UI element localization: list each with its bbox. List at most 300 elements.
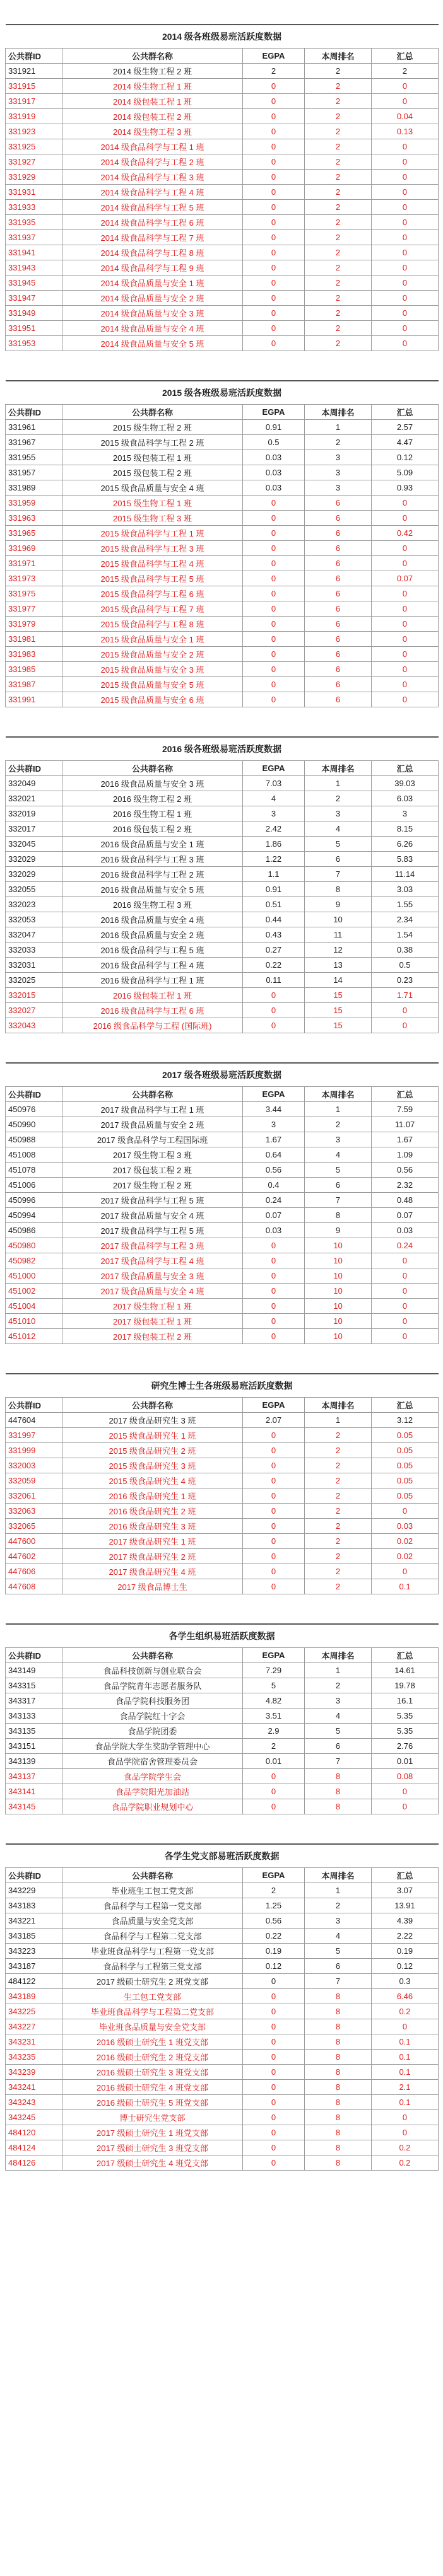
weekly-rank-cell: 2 <box>305 306 372 321</box>
group-id-cell: 331973 <box>6 571 62 586</box>
total-value-cell: 2.22 <box>372 1929 439 1944</box>
total-value-cell: 0 <box>372 632 439 647</box>
weekly-rank-cell: 4 <box>305 1929 372 1944</box>
group-id-cell: 331925 <box>6 139 62 154</box>
egpa-value-cell: 0 <box>243 154 305 170</box>
egpa-value-cell: 4 <box>243 791 305 806</box>
weekly-rank-cell: 2 <box>305 200 372 215</box>
group-id-cell: 343231 <box>6 2034 62 2050</box>
section-gap <box>0 1814 443 1843</box>
column-header-egpa: EGPA <box>243 405 305 420</box>
total-value-cell: 0 <box>372 291 439 306</box>
group-name-cell: 毕业班生工包工党支部 <box>62 1883 243 1898</box>
egpa-value-cell: 0 <box>243 276 305 291</box>
weekly-rank-cell: 11 <box>305 927 372 943</box>
total-value-cell: 0 <box>372 692 439 707</box>
table-row <box>6 1102 439 1117</box>
section-gap <box>0 1594 443 1623</box>
table-row <box>6 601 439 617</box>
column-header-total: 汇总 <box>372 1648 439 1663</box>
total-value-cell: 0.05 <box>372 1443 439 1458</box>
total-value-cell: 5.35 <box>372 1724 439 1739</box>
group-name-cell: 2016 级食品科学与工程 (国际班) <box>62 1018 243 1033</box>
table-row <box>6 571 439 586</box>
group-name-cell: 2017 级生物工程 3 班 <box>62 1147 243 1163</box>
group-name-cell: 2014 级包装工程 2 班 <box>62 109 243 124</box>
table-row <box>6 291 439 306</box>
group-name-cell: 2015 级食品科学与工程 3 班 <box>62 541 243 556</box>
weekly-rank-cell: 8 <box>305 2034 372 2050</box>
egpa-value-cell: 0 <box>243 306 305 321</box>
table-row <box>6 1284 439 1299</box>
total-value-cell: 0 <box>372 1799 439 1814</box>
group-id-cell: 332033 <box>6 943 62 958</box>
group-name-cell: 2017 级食品科学与工程 1 班 <box>62 1102 243 1117</box>
egpa-value-cell: 0 <box>243 215 305 230</box>
total-value-cell: 0.1 <box>372 2065 439 2080</box>
group-id-cell: 450982 <box>6 1253 62 1268</box>
group-name-cell: 2014 级食品质量与安全 1 班 <box>62 276 243 291</box>
table-row <box>6 1579 439 1594</box>
table-row <box>6 882 439 897</box>
weekly-rank-cell: 6 <box>305 571 372 586</box>
group-name-cell: 食品质量与安全党支部 <box>62 1913 243 1929</box>
egpa-value-cell: 3 <box>243 1117 305 1132</box>
group-id-cell: 331979 <box>6 617 62 632</box>
group-id-cell: 343187 <box>6 1959 62 1974</box>
group-name-cell: 2016 级硕士研究生 2 班党支部 <box>62 2050 243 2065</box>
table-row <box>6 79 439 94</box>
group-id-cell: 331991 <box>6 692 62 707</box>
total-value-cell: 0.13 <box>372 124 439 139</box>
activity-table <box>5 736 439 1033</box>
table-title: 2017 级各班级易班活跃度数据 <box>6 1063 439 1087</box>
egpa-value-cell: 0.24 <box>243 1193 305 1208</box>
group-name-cell: 2017 级食品科学与工程 5 班 <box>62 1223 243 1238</box>
total-value-cell: 0 <box>372 185 439 200</box>
egpa-value-cell: 2 <box>243 1883 305 1898</box>
total-value-cell: 0 <box>372 2019 439 2034</box>
group-name-cell: 2016 级硕士研究生 3 班党支部 <box>62 2065 243 2080</box>
egpa-value-cell: 0 <box>243 1473 305 1488</box>
total-value-cell: 3.12 <box>372 1413 439 1428</box>
group-name-cell: 2016 级食品科学与工程 3 班 <box>62 852 243 867</box>
weekly-rank-cell: 8 <box>305 2110 372 2125</box>
weekly-rank-cell: 2 <box>305 321 372 336</box>
weekly-rank-cell: 10 <box>305 1329 372 1344</box>
group-name-cell: 生工包工党支部 <box>62 1989 243 2004</box>
table-title: 2014 级各班级易班活跃度数据 <box>6 25 439 49</box>
egpa-value-cell: 0 <box>243 632 305 647</box>
total-value-cell: 0.08 <box>372 1769 439 1784</box>
group-name-cell: 2017 级硕士研究生 4 班党支部 <box>62 2155 243 2171</box>
group-name-cell: 2014 级食品质量与安全 5 班 <box>62 336 243 351</box>
weekly-rank-cell: 8 <box>305 2095 372 2110</box>
group-id-cell: 484126 <box>6 2155 62 2171</box>
group-name-cell: 2016 级食品质量与安全 2 班 <box>62 927 243 943</box>
table-row <box>6 124 439 139</box>
weekly-rank-cell: 5 <box>305 1944 372 1959</box>
total-value-cell: 0.1 <box>372 1579 439 1594</box>
table-row <box>6 791 439 806</box>
header-row <box>6 1087 439 1102</box>
egpa-value-cell: 0 <box>243 496 305 511</box>
table-row <box>6 2004 439 2019</box>
total-value-cell: 0 <box>372 1268 439 1284</box>
group-id-cell: 447604 <box>6 1413 62 1428</box>
egpa-value-cell: 0 <box>243 1268 305 1284</box>
group-name-cell: 2017 级包装工程 1 班 <box>62 1314 243 1329</box>
total-value-cell: 0 <box>372 496 439 511</box>
egpa-value-cell: 0.91 <box>243 420 305 435</box>
group-name-cell: 食品学院职业规划中心 <box>62 1799 243 1814</box>
weekly-rank-cell: 2 <box>305 1898 372 1913</box>
group-id-cell: 343241 <box>6 2080 62 2095</box>
group-name-cell: 2017 级包装工程 2 班 <box>62 1163 243 1178</box>
weekly-rank-cell: 8 <box>305 2065 372 2080</box>
total-value-cell: 2.57 <box>372 420 439 435</box>
egpa-value-cell: 0.43 <box>243 927 305 943</box>
table-row <box>6 2140 439 2155</box>
section-gap <box>0 351 443 380</box>
column-header-name: 公共群名称 <box>62 1398 243 1413</box>
group-id-cell: 451006 <box>6 1178 62 1193</box>
total-value-cell: 0 <box>372 1564 439 1579</box>
group-name-cell: 食品科学与工程第一党支部 <box>62 1898 243 1913</box>
table-row <box>6 2095 439 2110</box>
egpa-value-cell: 0 <box>243 556 305 571</box>
group-id-cell: 447602 <box>6 1549 62 1564</box>
weekly-rank-cell: 1 <box>305 776 372 791</box>
table-row <box>6 1678 439 1693</box>
group-name-cell: 2015 级包装工程 2 班 <box>62 465 243 480</box>
weekly-rank-cell: 6 <box>305 556 372 571</box>
group-id-cell: 343239 <box>6 2065 62 2080</box>
group-id-cell: 332043 <box>6 1018 62 1033</box>
total-value-cell: 4.47 <box>372 435 439 450</box>
weekly-rank-cell: 10 <box>305 1299 372 1314</box>
weekly-rank-cell: 3 <box>305 1693 372 1709</box>
group-name-cell: 2016 级食品科学与工程 2 班 <box>62 867 243 882</box>
egpa-value-cell: 0 <box>243 2065 305 2080</box>
table-row <box>6 837 439 852</box>
group-name-cell: 2014 级生物工程 2 班 <box>62 64 243 79</box>
group-name-cell: 2016 级食品科学与工程 4 班 <box>62 958 243 973</box>
group-id-cell: 332003 <box>6 1458 62 1473</box>
weekly-rank-cell: 1 <box>305 1413 372 1428</box>
weekly-rank-cell: 2 <box>305 276 372 291</box>
group-id-cell: 451010 <box>6 1314 62 1329</box>
total-value-cell: 0.5 <box>372 958 439 973</box>
weekly-rank-cell: 3 <box>305 465 372 480</box>
group-name-cell: 2016 级食品研究生 3 班 <box>62 1519 243 1534</box>
table-row <box>6 139 439 154</box>
group-name-cell: 毕业班食品科学与工程第二党支部 <box>62 2004 243 2019</box>
egpa-value-cell: 0 <box>243 2125 305 2140</box>
table-row <box>6 1223 439 1238</box>
weekly-rank-cell: 2 <box>305 79 372 94</box>
weekly-rank-cell: 8 <box>305 2080 372 2095</box>
table-row <box>6 1784 439 1799</box>
weekly-rank-cell: 4 <box>305 1709 372 1724</box>
egpa-value-cell: 0 <box>243 1314 305 1329</box>
weekly-rank-cell: 6 <box>305 1739 372 1754</box>
total-value-cell: 0 <box>372 154 439 170</box>
total-value-cell: 0 <box>372 139 439 154</box>
group-name-cell: 2015 级食品科学与工程 6 班 <box>62 586 243 601</box>
activity-table <box>5 380 439 707</box>
total-value-cell: 0.2 <box>372 2155 439 2171</box>
group-id-cell: 332059 <box>6 1473 62 1488</box>
egpa-value-cell: 0 <box>243 2140 305 2155</box>
egpa-value-cell: 0 <box>243 1504 305 1519</box>
group-name-cell: 食品学院红十字会 <box>62 1709 243 1724</box>
group-id-cell: 331969 <box>6 541 62 556</box>
weekly-rank-cell: 8 <box>305 2050 372 2065</box>
group-id-cell: 331953 <box>6 336 62 351</box>
group-name-cell: 2016 级食品质量与安全 4 班 <box>62 912 243 927</box>
table-row <box>6 1003 439 1018</box>
table-row <box>6 1898 439 1913</box>
group-id-cell: 343149 <box>6 1663 62 1678</box>
table-title: 2016 级各班级易班活跃度数据 <box>6 737 439 761</box>
group-name-cell: 2016 级食品研究生 2 班 <box>62 1504 243 1519</box>
weekly-rank-cell: 3 <box>305 480 372 496</box>
egpa-value-cell: 0.4 <box>243 1178 305 1193</box>
egpa-value-cell: 0 <box>243 109 305 124</box>
group-name-cell: 食品学院团委 <box>62 1724 243 1739</box>
group-name-cell: 2015 级食品质量与安全 6 班 <box>62 692 243 707</box>
total-value-cell: 6.46 <box>372 1989 439 2004</box>
weekly-rank-cell: 6 <box>305 496 372 511</box>
table-row <box>6 821 439 837</box>
egpa-value-cell: 3.51 <box>243 1709 305 1724</box>
group-id-cell: 447608 <box>6 1579 62 1594</box>
egpa-value-cell: 0 <box>243 2110 305 2125</box>
egpa-value-cell: 0.03 <box>243 450 305 465</box>
egpa-value-cell: 0 <box>243 2004 305 2019</box>
group-name-cell: 2017 级食品科学与工程 5 班 <box>62 1193 243 1208</box>
egpa-value-cell: 2 <box>243 64 305 79</box>
column-header-egpa: EGPA <box>243 1398 305 1413</box>
total-value-cell: 0.2 <box>372 2004 439 2019</box>
total-value-cell: 2.32 <box>372 1178 439 1193</box>
egpa-value-cell: 0 <box>243 1443 305 1458</box>
egpa-value-cell: 0 <box>243 677 305 692</box>
group-id-cell: 331967 <box>6 435 62 450</box>
table-row <box>6 1504 439 1519</box>
group-name-cell: 2015 级食品质量与安全 3 班 <box>62 662 243 677</box>
group-name-cell: 2017 级食品研究生 2 班 <box>62 1549 243 1564</box>
activity-table <box>5 1373 439 1594</box>
weekly-rank-cell: 2 <box>305 109 372 124</box>
table-row <box>6 1473 439 1488</box>
group-id-cell: 332025 <box>6 973 62 988</box>
group-name-cell: 2016 级生物工程 1 班 <box>62 806 243 821</box>
weekly-rank-cell: 7 <box>305 1754 372 1769</box>
weekly-rank-cell: 6 <box>305 1178 372 1193</box>
header-row <box>6 49 439 64</box>
total-value-cell: 0 <box>372 1504 439 1519</box>
weekly-rank-cell: 2 <box>305 260 372 276</box>
weekly-rank-cell: 2 <box>305 154 372 170</box>
column-header-name: 公共群名称 <box>62 1868 243 1883</box>
egpa-value-cell: 0 <box>243 170 305 185</box>
egpa-value-cell: 1.1 <box>243 867 305 882</box>
group-name-cell: 食品学院阳光加油站 <box>62 1784 243 1799</box>
group-id-cell: 450990 <box>6 1117 62 1132</box>
column-header-egpa: EGPA <box>243 1648 305 1663</box>
egpa-value-cell: 0.07 <box>243 1208 305 1223</box>
group-id-cell: 447606 <box>6 1564 62 1579</box>
egpa-value-cell: 7.03 <box>243 776 305 791</box>
total-value-cell: 0.07 <box>372 571 439 586</box>
table-row <box>6 1147 439 1163</box>
total-value-cell: 0.01 <box>372 1754 439 1769</box>
table-row <box>6 1989 439 2004</box>
weekly-rank-cell: 15 <box>305 1003 372 1018</box>
egpa-value-cell: 0.91 <box>243 882 305 897</box>
group-name-cell: 2017 级食品科学与工程 4 班 <box>62 1253 243 1268</box>
total-value-cell: 0.19 <box>372 1944 439 1959</box>
egpa-value-cell: 0 <box>243 541 305 556</box>
group-id-cell: 451000 <box>6 1268 62 1284</box>
weekly-rank-cell: 6 <box>305 601 372 617</box>
column-header-id: 公共群ID <box>6 761 62 776</box>
group-name-cell: 食品学院宿舍管理委员会 <box>62 1754 243 1769</box>
total-value-cell: 0 <box>372 541 439 556</box>
total-value-cell: 0 <box>372 260 439 276</box>
group-name-cell: 2016 级硕士研究生 1 班党支部 <box>62 2034 243 2050</box>
table-row <box>6 692 439 707</box>
group-id-cell: 343243 <box>6 2095 62 2110</box>
table-row <box>6 852 439 867</box>
header-row <box>6 405 439 420</box>
egpa-value-cell: 0 <box>243 1003 305 1018</box>
egpa-value-cell: 0 <box>243 1253 305 1268</box>
total-value-cell: 2.76 <box>372 1739 439 1754</box>
column-header-rank: 本周排名 <box>305 405 372 420</box>
total-value-cell: 5.35 <box>372 1709 439 1724</box>
table-row <box>6 776 439 791</box>
group-id-cell: 343221 <box>6 1913 62 1929</box>
weekly-rank-cell: 3 <box>305 1132 372 1147</box>
weekly-rank-cell: 4 <box>305 821 372 837</box>
weekly-rank-cell: 2 <box>305 291 372 306</box>
weekly-rank-cell: 6 <box>305 647 372 662</box>
total-value-cell: 0.05 <box>372 1428 439 1443</box>
weekly-rank-cell: 8 <box>305 2125 372 2140</box>
egpa-value-cell: 2 <box>243 1739 305 1754</box>
table-row <box>6 2110 439 2125</box>
weekly-rank-cell: 2 <box>305 1443 372 1458</box>
group-name-cell: 2017 级食品质量与安全 3 班 <box>62 1268 243 1284</box>
table-row <box>6 647 439 662</box>
column-header-total: 汇总 <box>372 1087 439 1102</box>
total-value-cell: 0 <box>372 200 439 215</box>
egpa-value-cell: 0.44 <box>243 912 305 927</box>
total-value-cell: 2 <box>372 64 439 79</box>
group-name-cell: 2015 级食品研究生 3 班 <box>62 1458 243 1473</box>
column-header-rank: 本周排名 <box>305 1087 372 1102</box>
group-name-cell: 2016 级食品科学与工程 6 班 <box>62 1003 243 1018</box>
egpa-value-cell: 0 <box>243 1488 305 1504</box>
table-row <box>6 1913 439 1929</box>
group-id-cell: 331915 <box>6 79 62 94</box>
group-name-cell: 食品学院科技服务团 <box>62 1693 243 1709</box>
weekly-rank-cell: 6 <box>305 586 372 601</box>
table-row <box>6 1883 439 1898</box>
group-name-cell: 2015 级食品研究生 4 班 <box>62 1473 243 1488</box>
weekly-rank-cell: 2 <box>305 64 372 79</box>
total-value-cell: 6.03 <box>372 791 439 806</box>
egpa-value-cell: 0.19 <box>243 1944 305 1959</box>
group-id-cell: 450986 <box>6 1223 62 1238</box>
egpa-value-cell: 3 <box>243 806 305 821</box>
total-value-cell: 3 <box>372 806 439 821</box>
egpa-value-cell: 0 <box>243 1989 305 2004</box>
table-row <box>6 1724 439 1739</box>
egpa-value-cell: 0.22 <box>243 1929 305 1944</box>
weekly-rank-cell: 8 <box>305 1989 372 2004</box>
group-id-cell: 331997 <box>6 1428 62 1443</box>
table-row <box>6 973 439 988</box>
total-value-cell: 0 <box>372 662 439 677</box>
egpa-value-cell: 0 <box>243 1329 305 1344</box>
group-name-cell: 2016 级食品质量与安全 5 班 <box>62 882 243 897</box>
total-value-cell: 0 <box>372 245 439 260</box>
table-row <box>6 109 439 124</box>
egpa-value-cell: 0 <box>243 1579 305 1594</box>
group-name-cell: 2017 级硕士研究生 1 班党支部 <box>62 2125 243 2140</box>
group-id-cell: 331977 <box>6 601 62 617</box>
egpa-value-cell: 0.64 <box>243 1147 305 1163</box>
weekly-rank-cell: 10 <box>305 1284 372 1299</box>
weekly-rank-cell: 1 <box>305 1883 372 1898</box>
group-id-cell: 331999 <box>6 1443 62 1458</box>
table-row <box>6 2050 439 2065</box>
header-row <box>6 1868 439 1883</box>
weekly-rank-cell: 10 <box>305 1268 372 1284</box>
egpa-value-cell: 0 <box>243 1549 305 1564</box>
group-name-cell: 2017 级食品研究生 1 班 <box>62 1534 243 1549</box>
group-id-cell: 332015 <box>6 988 62 1003</box>
egpa-value-cell: 0.27 <box>243 943 305 958</box>
group-id-cell: 331989 <box>6 480 62 496</box>
group-name-cell: 2014 级食品质量与安全 2 班 <box>62 291 243 306</box>
column-header-id: 公共群ID <box>6 1648 62 1663</box>
table-row <box>6 1944 439 1959</box>
total-value-cell: 0 <box>372 2125 439 2140</box>
group-name-cell: 2015 级食品质量与安全 2 班 <box>62 647 243 662</box>
table-row <box>6 321 439 336</box>
group-id-cell: 331965 <box>6 526 62 541</box>
group-name-cell: 2014 级食品科学与工程 2 班 <box>62 154 243 170</box>
weekly-rank-cell: 2 <box>305 139 372 154</box>
table-row <box>6 465 439 480</box>
weekly-rank-cell: 2 <box>305 170 372 185</box>
column-header-name: 公共群名称 <box>62 761 243 776</box>
table-row <box>6 215 439 230</box>
group-id-cell: 343245 <box>6 2110 62 2125</box>
table-row <box>6 511 439 526</box>
weekly-rank-cell: 2 <box>305 1473 372 1488</box>
column-header-id: 公共群ID <box>6 49 62 64</box>
egpa-value-cell: 0.5 <box>243 435 305 450</box>
table-row <box>6 2155 439 2171</box>
group-name-cell: 2014 级食品科学与工程 9 班 <box>62 260 243 276</box>
total-value-cell: 0.04 <box>372 109 439 124</box>
